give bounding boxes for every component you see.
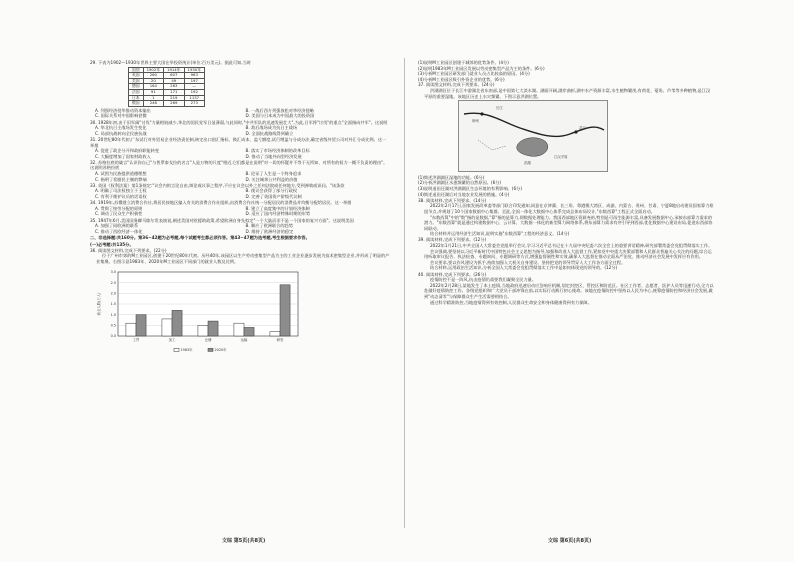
lake-shape	[517, 138, 548, 157]
q37-subquestion: (1)简述洪湖湖区湿地的功能。(6分)	[418, 174, 485, 180]
table-cell: 164	[143, 84, 163, 90]
y-tick-label: 0.0	[110, 334, 116, 339]
option: C. 指明了希腊民主制的弊端	[95, 176, 147, 182]
question-material: "东数西算"中的"数"指的是数据,"算"指的是算力,即数据处理能力。我国西部地区资源充裕,特别是可再生能源丰富,具备发展数据中心,承接东部算力需求的潜力。"东数西算"就是通过构建数据中心、云计算、大数据一体化的新型算力网络体系,将东部算力需求有序引导到西部,优化数据中心建设布局,促进东西部协同联动。	[424, 214, 713, 231]
q37-subquestion: (4)简述退田还湖后对当地农业发展的措施。(4分)	[418, 191, 510, 197]
question-material: 通过科学精准防控,当地疫情得到有效控制,人民群众生命安全和身体健康得到有力保障。	[430, 299, 592, 305]
option: A. 列强经济侵华推动资本输出	[95, 107, 151, 113]
y-tick-label: 3.0	[110, 270, 116, 275]
table-cell: 日本	[129, 95, 144, 101]
table-cell: 1137	[184, 95, 204, 101]
lake-map-wrap	[458, 100, 714, 174]
options	[90, 188, 390, 199]
employment-chart-wrap	[96, 266, 390, 360]
lake-map	[458, 100, 608, 172]
q36-subquestion: (2)说明1983年M工业园区发展以劳动密集型产品为主的条件。(6分)	[418, 65, 545, 71]
table-cell: 963	[184, 73, 204, 79]
table-cell: 263	[164, 84, 184, 90]
map-label-city: 武汉	[579, 126, 586, 131]
option: C. 大幅度增加了国家财政收入	[95, 153, 151, 159]
table-cell: 英国	[129, 73, 144, 79]
table-cell: 260	[143, 73, 163, 79]
question-stem: 32. 苏格拉底的箴言"认识你自己"与普罗泰戈拉的名言"人是万物的尺度"相近,它们都是在说明"对一切的怀疑并不等于无所知、对所有的权力一概不负责的理由"。这说明苏格拉底	[90, 159, 388, 171]
bar	[270, 332, 280, 336]
bar	[244, 328, 254, 337]
table-cell: 219	[164, 95, 184, 101]
question-material: 2022年2月28日,某地发生了本土疫情,当地政府迅速启动应急响应机制,划定封控区、管控区和防范区。社区工作者、志愿者、医护人员等迅速行动,全力以赴做好疫情防控工作。各级党组织和广大党员干部冲锋在前,以实际行动践行初心使命。该地在疫情防控中坚持以人民为中心,统筹疫情防控和经济社会发展,做到"动态清零"与保障群众生产生活需要相结合。	[424, 282, 714, 299]
option: C. 局部抗战转向全民族抗战	[95, 130, 147, 136]
map-frame	[459, 101, 608, 172]
question-material: 会议强调,要坚持以习近平新时代中国特色社会主义思想为指导,加强和改进人大监督工作,紧扣党中央重大决策部署和人民群众普遍关心关注的问题,综合运用听取审议报告、执法检查、专题询问、专题调研等方式,增强监督刚性和实效,确保人大监督在推动全面从严治党、推动经济社会发展中发挥应有作用。	[424, 248, 712, 260]
option: C. 推动了西欧经济一体化	[95, 228, 143, 234]
question-29	[90, 60, 390, 119]
map-label-lake: 洪湖	[524, 161, 531, 166]
question-stem: 36. 阅读图文材料,完成下列要求。(22分)	[90, 247, 167, 253]
question-stem: 40. 阅读材料,完成下列要求。(26分)	[418, 271, 487, 277]
table-cell: 1	[143, 95, 163, 101]
table-header: 1902年	[143, 67, 163, 73]
table-cell: 美国	[129, 78, 144, 84]
table-cell: 269	[164, 101, 184, 107]
question-stem: 30. 1928年初,由于旧军阀"讨伐"力量相较减少,华北的国民党军日显薄弱,与此同时,"中共军队的迅速发展壮大",为此,日军将"讨伐"的重点"全面指向共军"。这说明	[90, 119, 388, 125]
right-page	[418, 60, 714, 532]
table-row	[129, 101, 205, 107]
question-stem: 31. 20世纪80年代初,广东试行对外贸易企业经济责任制,核定出口创汇指标、换汇成本、盈亏额度,试行增盈与分成办法,确定省级外贸公司对外汇分成比例。这一举措	[90, 136, 387, 148]
legend-label: 2020年	[214, 348, 227, 353]
question-material: 位于广州市郊的M工业园区,创建于20世纪80年代初。历经40年,该园区以生产劳动密集型产品为主的工业企业逐步发展为技术密集型企业,并形成了明显的产业集聚。右图示意1983年、2020年M工业园区不同部门的就业人数及比例。	[96, 253, 390, 264]
option: D. 关注城邦公共利益的价值	[245, 176, 298, 182]
legend-label: 1983年	[180, 348, 193, 353]
page-footer-left: 文综 第5页(共8页)	[222, 538, 266, 544]
option: C. 调动了民众生产积极性	[95, 211, 143, 217]
option: D. 完善了英国资产阶级代议制	[245, 194, 302, 200]
bar	[234, 324, 244, 337]
question-33	[90, 183, 390, 200]
bar	[172, 311, 182, 337]
question-30	[90, 120, 390, 137]
table-cell: 20	[143, 78, 163, 84]
bar	[208, 321, 218, 336]
q37-subquestion: (2)分析洪湖湖区水患频繁的自然原因。(6分)	[418, 180, 502, 186]
options	[90, 148, 390, 159]
table-cell: —	[184, 84, 204, 90]
option: C. 国际关系对中国影响甚微	[95, 113, 147, 119]
question-stem: 37. 阅读图文材料,完成下列要求。(24分)	[418, 82, 495, 88]
question-prompt: 结合材料并运用经济生活知识,说明实施"东数西算"工程的经济意义。(14分)	[430, 231, 570, 237]
y-tick-label: 1.0	[110, 313, 116, 318]
question-34	[90, 200, 390, 217]
table-cell: 607	[164, 73, 184, 79]
y-tick-label: 2.0	[110, 291, 116, 296]
option: D. 全面抗战路线得到确立	[245, 130, 294, 136]
question-stem: 33. 英国《权利法案》第1条规定:"议会内的言论自由,辩论或议事之程序,不应在议会以外之任何法院或任何地方,受到弹劾或讯问。"该条款	[90, 182, 345, 188]
left-page	[90, 60, 390, 532]
map-label-river: 长江	[496, 106, 503, 111]
bar	[198, 326, 208, 337]
bar	[126, 324, 136, 337]
option: B. 论证了人生是一个终身追求	[245, 171, 302, 177]
x-tick-label: 工贸	[132, 338, 140, 343]
legend-swatch	[208, 349, 213, 352]
option: D. 适应了国内经济特殊时期的形势	[245, 211, 311, 217]
option: B. 建立了高度集中的计划经济体制	[245, 205, 310, 211]
option: A. 试图为民族提供道德理想	[95, 171, 147, 177]
table-header: 1930年	[184, 67, 204, 73]
question-stem: 35. 1947年6月,美国国务卿马歇尔发表演说,阐述美国对欧援助政策,希望欧洲自身先拟定"一个大陆而非不是一个国家的复兴方面"。这说明美国	[90, 217, 354, 223]
option: B. 使议会获得了部分行政权	[245, 188, 298, 194]
options	[90, 223, 390, 234]
y-axis-label: 就业人数(万人)	[97, 292, 101, 316]
y-tick-label: 1.5	[110, 302, 116, 307]
option: D. 维持了欧洲经济的稳定	[245, 228, 294, 234]
table-cell: 197	[184, 78, 204, 84]
options	[90, 125, 390, 136]
question-31	[90, 137, 390, 159]
question-38	[418, 198, 714, 237]
employment-bar-chart	[96, 266, 306, 358]
y-tick-label: 2.5	[110, 281, 116, 286]
question-stem: 39. 阅读材料,完成下列要求。(12分)	[418, 237, 487, 243]
question-37	[418, 82, 714, 197]
question-39	[418, 237, 714, 271]
option: D. 美国与日本成为中国最大的投资国	[245, 113, 315, 119]
legend-swatch	[174, 349, 179, 352]
map-label-city: 荆州	[472, 119, 479, 124]
question-material: 2022年2月17日,国家发展改革委等部门联合印发通知,同意在京津冀、长三角、粤港澳大湾区、成渝、内蒙古、贵州、甘肃、宁夏8地启动建设国家算力枢纽节点,并规划了10个国家数据中心集群。至此,全国一体化大数据中心体系完成总体布局设计,"东数西算"工程正式全面启动。	[424, 203, 714, 214]
option: A. 明确了司法权独立于王权	[95, 188, 147, 194]
option: A. 加强了同欧洲的联系	[95, 223, 139, 229]
table-cell: 91	[143, 89, 163, 95]
x-tick-label: 研发	[276, 338, 284, 343]
map-label-region: 江汉平原	[554, 155, 568, 160]
option: B. 落实了市场经济体制的改革目标	[245, 148, 310, 154]
q36-subquestion: (3)分析M工业园区研发部门就业人员占比较高的原因。(4分)	[418, 71, 530, 77]
question-35	[90, 218, 390, 235]
bar	[136, 315, 146, 336]
table-header: 1914年	[164, 67, 184, 73]
option: B. 顺应了欧洲联合的趋势	[245, 223, 293, 229]
bar	[162, 319, 172, 336]
city-marker	[574, 131, 577, 134]
option: A. 贯彻了按劳分配的原则	[95, 205, 143, 211]
table-cell: 法国	[129, 89, 144, 95]
section-title: 二、非选择题:共160分。第36~42题为必考题,每个试题考生都必须作答。第43~47题为选考题,考生根据要求作答。	[90, 235, 310, 241]
table-cell: 俄国	[129, 101, 144, 107]
q36-subquestion: (4)分析M工业园区吸引外资企业的优势。(6分)	[418, 76, 505, 82]
option: C. 有利于维护议员的话语权	[95, 194, 147, 200]
question-stem: 29. 下表为1902—1930年世界主要大国在华投资统计(单位:百万美元)。据此可知,当时	[90, 60, 251, 65]
q36-subquestion: (1)说明M工业园区创建于城郊的优势条件。(4分)	[418, 60, 509, 65]
question-material: 洪湖湖区位于长江中游湖北省东南部,是中国第七大淡水湖。湖面开阔,湖岸曲折,湖中水产资源丰富,水生植物繁茂,有荷花、菱角、芦苇等多种植物,是江汉平原的重要湿地。该地区历史上水灾频繁。下图示意洪湖位置。	[424, 87, 711, 99]
option: B. 敌后战场成为抗日主战场	[245, 125, 298, 131]
section-subtitle: (一)必考题:共135分。	[90, 241, 134, 247]
options	[90, 171, 390, 182]
page-divider	[404, 58, 405, 528]
q37-subquestion: (3)说明退田还湖对洪湖湖区生态环境的有利影响。(6分)	[418, 185, 522, 191]
bar	[280, 285, 290, 336]
investment-table	[128, 67, 205, 107]
x-tick-label: 加工	[168, 338, 176, 343]
question-prompt: 结合材料,运用政治生活知识,分析全国人大常委会党组贯彻落实工作中是如何体现党的领导的。(12分)	[430, 265, 618, 271]
x-tick-label: 运输	[240, 338, 248, 343]
option: D. 推动了当地外向型经济发展	[245, 153, 302, 159]
options	[90, 206, 390, 217]
option: A. 华北抗日主战场发生变化	[95, 125, 147, 131]
question-material: 2022年1月21日,中共全国人大常委会党组举行会议,学习习近平总书记在十九届中央纪委六次全会上的重要讲话精神,研究部署常委会党组贯彻落实工作。	[430, 243, 713, 249]
table-cell: 192	[184, 89, 204, 95]
y-tick-label: 0.5	[110, 323, 116, 328]
question-stem: 38. 阅读材料,完成下列要求。(14分)	[418, 197, 487, 203]
table-header: 国别	[129, 67, 144, 73]
options	[90, 108, 390, 119]
x-tick-label: 仓储	[204, 338, 212, 343]
table-cell: 德国	[129, 84, 144, 90]
option: A. 促进了政企分开和政府职能转变	[95, 148, 160, 154]
page-footer-right: 文综 第6页(共8页)	[548, 538, 592, 544]
table-cell: 246	[143, 101, 163, 107]
city-marker	[480, 113, 483, 116]
option: B. 一战后西方列强放松对华经济侵略	[245, 107, 314, 113]
question-material: 疫情防控不是一阵风,抗击疫情仍需要我们凝聚全民力量。	[430, 277, 537, 283]
table-cell: 49	[164, 78, 184, 84]
table-cell: 273	[184, 101, 204, 107]
question-36	[90, 248, 390, 360]
question-40	[418, 272, 714, 306]
question-32	[90, 160, 390, 182]
table-cell: 171	[164, 89, 184, 95]
question-material: 会议要求,要以作风建设为抓手,持续加强人大机关自身建设。坚持把党的领导贯穿人大工作各方面全过程。	[430, 259, 626, 265]
question-stem: 34. 1919年,苏俄建立消费合作社,将居民按地区编入有关的消费合作社组织,由消费合作社统一分配居民的消费品并均衡分配给居民。这一举措	[90, 200, 352, 206]
